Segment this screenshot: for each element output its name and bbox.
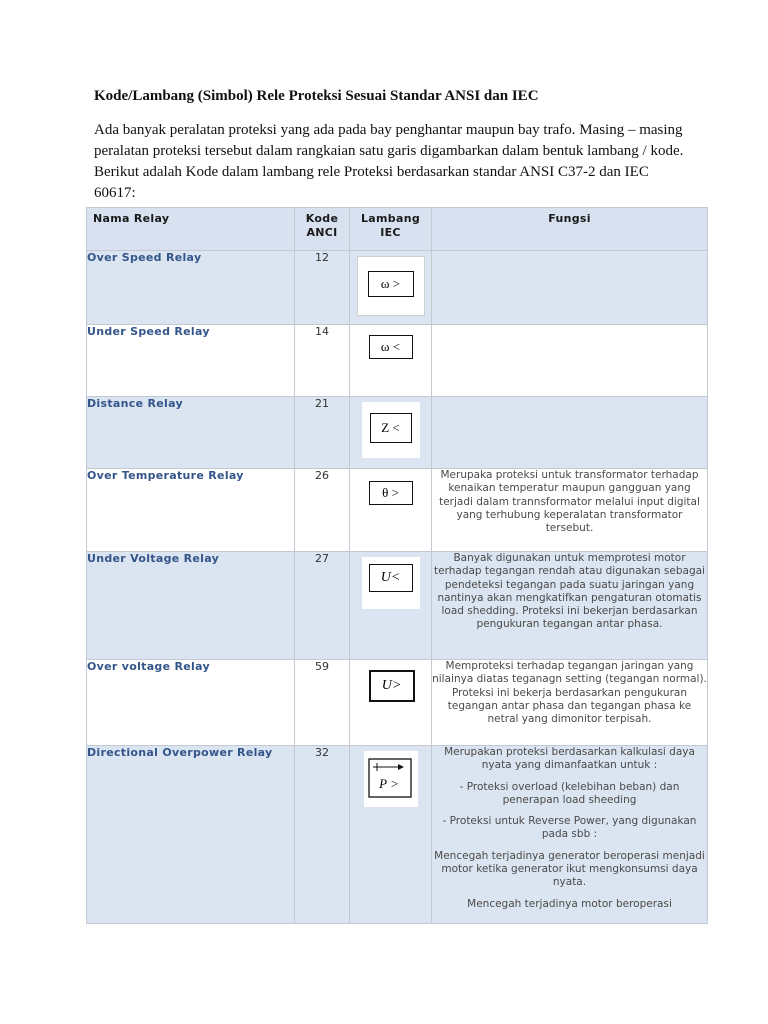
document-title: Kode/Lambang (Simbol) Rele Proteksi Sesuai Standar ANSI dan IEC xyxy=(94,88,539,104)
relay-name: Over Speed Relay xyxy=(87,251,295,325)
function-paragraph: Mencegah terjadinya generator beroperasi menjadi motor ketika generator ikut mengkonsumsi daya nyata. xyxy=(434,849,705,889)
header-kode-line1: Kode xyxy=(305,212,339,225)
function-paragraph: Merupakan proteksi berdasarkan kalkulasi daya nyata yang dimanfaatkan untuk : xyxy=(444,746,695,772)
symbol-box xyxy=(364,751,418,807)
table-header-row xyxy=(87,208,708,251)
relay-symbol-cell xyxy=(350,469,432,552)
header-kode-line2: ANCI xyxy=(306,226,338,239)
iec-symbol-text: P > xyxy=(378,776,399,791)
relay-code: 21 xyxy=(295,397,350,469)
header-nama-relay: Nama Relay xyxy=(87,208,295,251)
table-row xyxy=(87,469,708,552)
header-kode-anci xyxy=(295,208,350,251)
table-row xyxy=(87,552,708,660)
symbol-box xyxy=(362,557,420,609)
symbol-box xyxy=(362,402,420,458)
directional-power-symbol xyxy=(365,752,417,806)
table-row xyxy=(87,746,708,924)
relay-function: Memproteksi terhadap tegangan jaringan yang nilainya diatas teganagn setting (tegangan normal). Proteksi ini bekerja berdasarkan pengukuran tegangan antar phasa dan tegangan phasa ke netral yang dimonitor terpisah. xyxy=(432,660,708,746)
relay-code: 14 xyxy=(295,325,350,397)
relay-function xyxy=(432,251,708,325)
relay-symbol-cell xyxy=(350,746,432,924)
relay-name: Over voltage Relay xyxy=(87,660,295,746)
symbol-box xyxy=(357,256,425,316)
relay-table xyxy=(86,207,708,924)
relay-code: 59 xyxy=(295,660,350,746)
table-row xyxy=(87,660,708,746)
relay-name: Under Speed Relay xyxy=(87,325,295,397)
table-row xyxy=(87,325,708,397)
relay-code: 26 xyxy=(295,469,350,552)
relay-name: Under Voltage Relay xyxy=(87,552,295,660)
relay-symbol-cell xyxy=(350,552,432,660)
intro-text: Ada banyak peralatan proteksi yang ada pada bay penghantar maupun bay trafo. Masing – masing peralatan proteksi tersebut dalam rangkaian satu garis digambarkan dalam bentuk lambang / kode. Berikut adalah Kode dalam lambang rele Proteksi berdasarkan standar ANSI C37-2 dan IEC 60617: xyxy=(94,122,684,201)
function-paragraph: - Proteksi overload (kelebihan beban) dan penerapan load sheeding xyxy=(459,780,680,806)
iec-symbol: ω > xyxy=(368,271,414,297)
relay-name: Directional Overpower Relay xyxy=(87,746,295,924)
symbol-box xyxy=(362,330,420,364)
relay-symbol-cell xyxy=(350,251,432,325)
relay-code: 32 xyxy=(295,746,350,924)
function-paragraph: - Proteksi untuk Reverse Power, yang digunakan pada sbb : xyxy=(442,815,697,841)
relay-name: Distance Relay xyxy=(87,397,295,469)
relay-symbol-cell xyxy=(350,397,432,469)
iec-symbol: Z < xyxy=(370,413,412,443)
relay-symbol-cell xyxy=(350,660,432,746)
relay-code: 12 xyxy=(295,251,350,325)
header-fungsi: Fungsi xyxy=(432,208,708,251)
table-row xyxy=(87,251,708,325)
relay-symbol-cell xyxy=(350,325,432,397)
symbol-box xyxy=(362,665,420,707)
relay-name: Over Temperature Relay xyxy=(87,469,295,552)
relay-function xyxy=(432,746,708,924)
relay-code: 27 xyxy=(295,552,350,660)
table-row xyxy=(87,397,708,469)
header-lambang-line2: IEC xyxy=(380,226,401,239)
relay-function: Merupaka proteksi untuk transformator terhadap kenaikan temperatur maupun gangguan yang terjadi dalam trannsformator melalui input digital yang terhubung keperalatan transformator tersebut. xyxy=(432,469,708,552)
relay-function: Banyak digunakan untuk memprotesi motor terhadap tegangan rendah atau digunakan sebagai pendeteksi tegangan pada suatu jaringan yang nantinya akan mengkatifkan pengaturan otomatis load shedding. Proteksi ini bekerjan berdasarkan pengukuran tegangan antar phasa. xyxy=(432,552,708,660)
iec-symbol: U> xyxy=(369,670,415,702)
intro-paragraph xyxy=(94,120,694,204)
symbol-box xyxy=(362,474,420,512)
iec-symbol: ω < xyxy=(369,335,413,359)
relay-function xyxy=(432,325,708,397)
function-paragraph: Mencegah terjadinya motor beroperasi xyxy=(467,897,672,910)
iec-symbol: U< xyxy=(369,564,413,592)
header-lambang-iec xyxy=(350,208,432,251)
iec-symbol: θ > xyxy=(369,481,413,505)
relay-function xyxy=(432,397,708,469)
header-lambang-line1: Lambang xyxy=(361,212,420,225)
